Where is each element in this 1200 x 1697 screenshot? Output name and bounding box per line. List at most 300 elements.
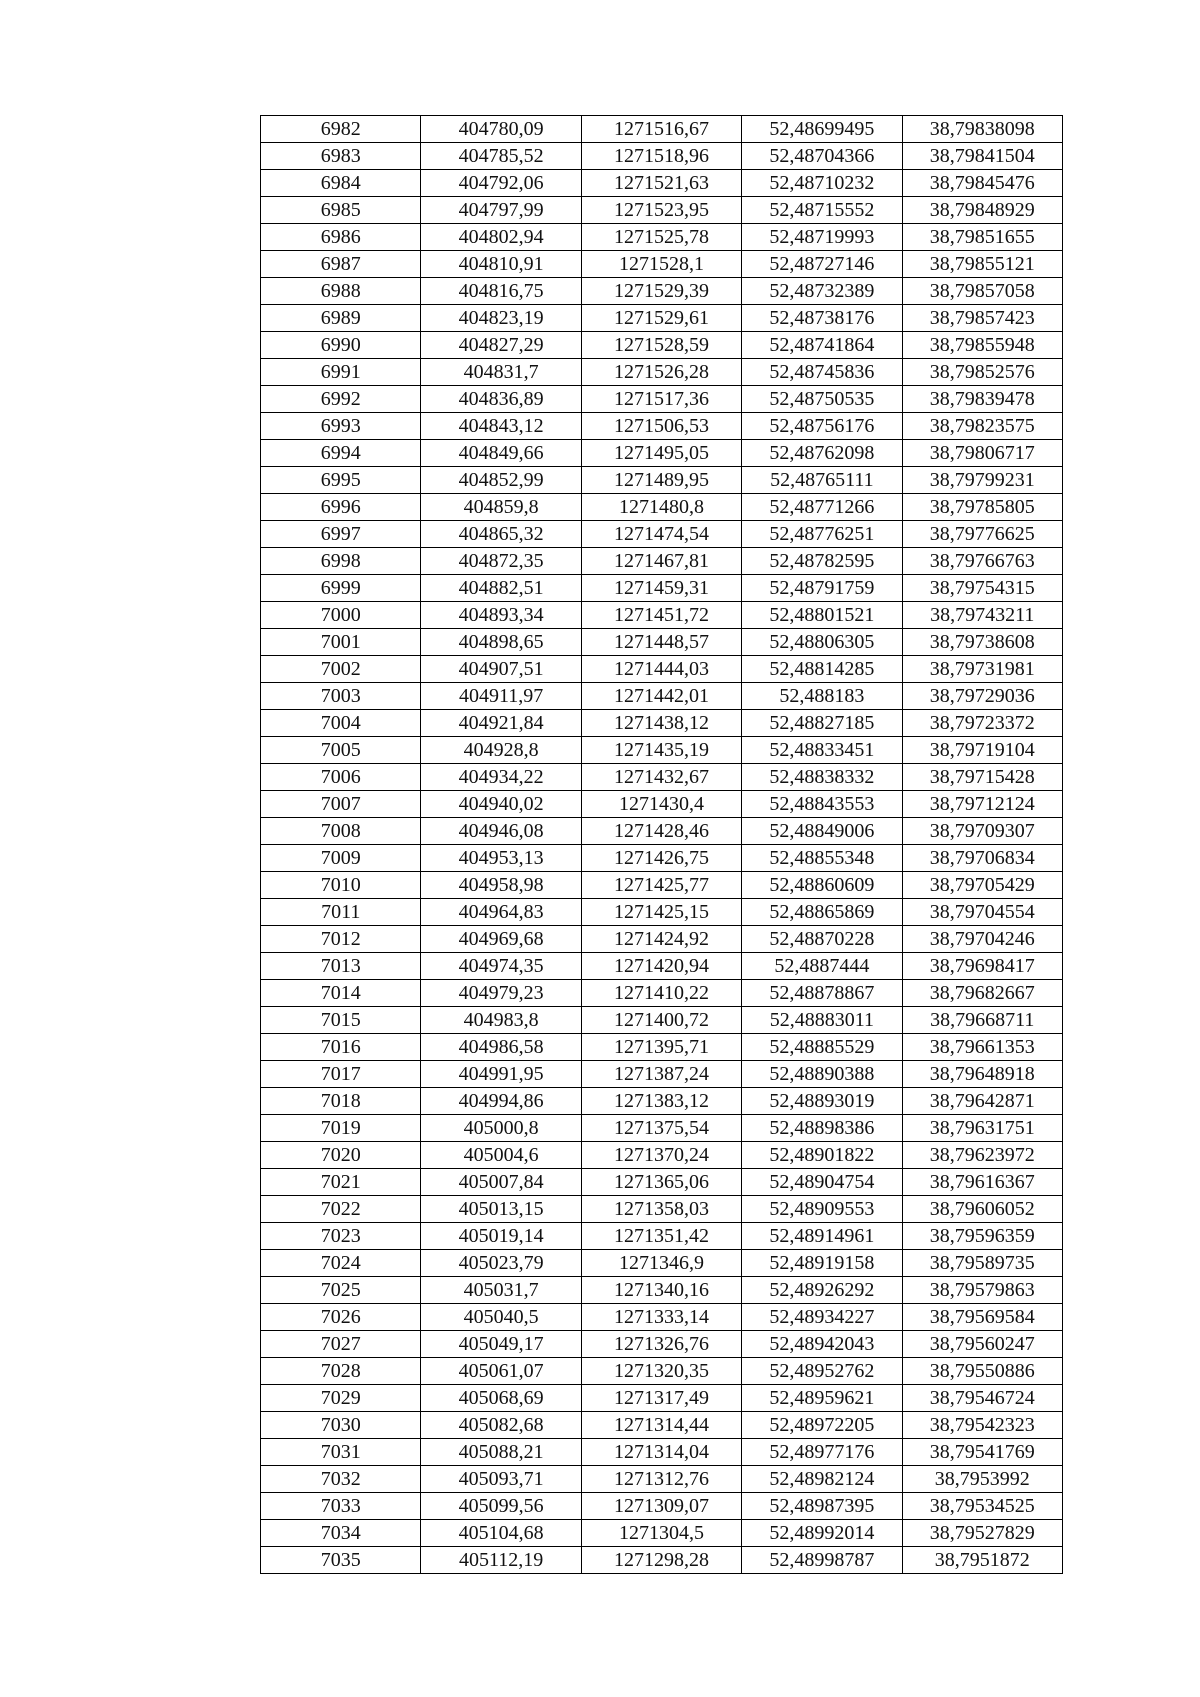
y-coordinate-cell: 1271517,36: [581, 386, 741, 413]
latitude-cell: 52,48890388: [742, 1061, 902, 1088]
latitude-cell: 52,48719993: [742, 224, 902, 251]
x-coordinate-cell: 404946,08: [421, 818, 581, 845]
table-row: [261, 251, 1063, 278]
y-coordinate-cell: 1271459,31: [581, 575, 741, 602]
latitude-cell: 52,48909553: [742, 1196, 902, 1223]
x-coordinate-cell: 405112,19: [421, 1547, 581, 1574]
longitude-cell: 38,79606052: [902, 1196, 1062, 1223]
y-coordinate-cell: 1271529,39: [581, 278, 741, 305]
point-number-cell: 7010: [261, 872, 421, 899]
longitude-cell: 38,79776625: [902, 521, 1062, 548]
table-row: [261, 548, 1063, 575]
x-coordinate-cell: 404816,75: [421, 278, 581, 305]
longitude-cell: 38,79845476: [902, 170, 1062, 197]
y-coordinate-cell: 1271435,19: [581, 737, 741, 764]
table-row: [261, 1331, 1063, 1358]
table-row: [261, 575, 1063, 602]
y-coordinate-cell: 1271526,28: [581, 359, 741, 386]
point-number-cell: 7027: [261, 1331, 421, 1358]
point-number-cell: 6999: [261, 575, 421, 602]
table-row: [261, 953, 1063, 980]
y-coordinate-cell: 1271314,44: [581, 1412, 741, 1439]
latitude-cell: 52,48942043: [742, 1331, 902, 1358]
point-number-cell: 7019: [261, 1115, 421, 1142]
point-number-cell: 7026: [261, 1304, 421, 1331]
table-row: [261, 629, 1063, 656]
latitude-cell: 52,48741864: [742, 332, 902, 359]
latitude-cell: 52,48898386: [742, 1115, 902, 1142]
x-coordinate-cell: 405031,7: [421, 1277, 581, 1304]
point-number-cell: 7005: [261, 737, 421, 764]
longitude-cell: 38,79631751: [902, 1115, 1062, 1142]
x-coordinate-cell: 404865,32: [421, 521, 581, 548]
point-number-cell: 7020: [261, 1142, 421, 1169]
longitude-cell: 38,79569584: [902, 1304, 1062, 1331]
point-number-cell: 7001: [261, 629, 421, 656]
longitude-cell: 38,79851655: [902, 224, 1062, 251]
point-number-cell: 7003: [261, 683, 421, 710]
x-coordinate-cell: 404827,29: [421, 332, 581, 359]
point-number-cell: 6991: [261, 359, 421, 386]
longitude-cell: 38,79743211: [902, 602, 1062, 629]
y-coordinate-cell: 1271442,01: [581, 683, 741, 710]
table-row: [261, 980, 1063, 1007]
point-number-cell: 7000: [261, 602, 421, 629]
point-number-cell: 7029: [261, 1385, 421, 1412]
y-coordinate-cell: 1271467,81: [581, 548, 741, 575]
y-coordinate-cell: 1271320,35: [581, 1358, 741, 1385]
point-number-cell: 6998: [261, 548, 421, 575]
latitude-cell: 52,48865869: [742, 899, 902, 926]
y-coordinate-cell: 1271358,03: [581, 1196, 741, 1223]
longitude-cell: 38,79579863: [902, 1277, 1062, 1304]
latitude-cell: 52,48972205: [742, 1412, 902, 1439]
latitude-cell: 52,48814285: [742, 656, 902, 683]
table-row: [261, 305, 1063, 332]
latitude-cell: 52,48987395: [742, 1493, 902, 1520]
point-number-cell: 6986: [261, 224, 421, 251]
x-coordinate-cell: 405061,07: [421, 1358, 581, 1385]
longitude-cell: 38,79560247: [902, 1331, 1062, 1358]
point-number-cell: 6996: [261, 494, 421, 521]
longitude-cell: 38,79682667: [902, 980, 1062, 1007]
latitude-cell: 52,48926292: [742, 1277, 902, 1304]
latitude-cell: 52,48806305: [742, 629, 902, 656]
longitude-cell: 38,79852576: [902, 359, 1062, 386]
x-coordinate-cell: 405104,68: [421, 1520, 581, 1547]
latitude-cell: 52,48699495: [742, 116, 902, 143]
table-row: [261, 791, 1063, 818]
x-coordinate-cell: 404852,99: [421, 467, 581, 494]
longitude-cell: 38,79731981: [902, 656, 1062, 683]
table-row: [261, 1196, 1063, 1223]
latitude-cell: 52,48885529: [742, 1034, 902, 1061]
y-coordinate-cell: 1271523,95: [581, 197, 741, 224]
longitude-cell: 38,79704246: [902, 926, 1062, 953]
y-coordinate-cell: 1271395,71: [581, 1034, 741, 1061]
x-coordinate-cell: 404979,23: [421, 980, 581, 1007]
table-row: [261, 1412, 1063, 1439]
latitude-cell: 52,48901822: [742, 1142, 902, 1169]
x-coordinate-cell: 405088,21: [421, 1439, 581, 1466]
x-coordinate-cell: 404802,94: [421, 224, 581, 251]
point-number-cell: 7018: [261, 1088, 421, 1115]
x-coordinate-cell: 405093,71: [421, 1466, 581, 1493]
longitude-cell: 38,79698417: [902, 953, 1062, 980]
x-coordinate-cell: 404991,95: [421, 1061, 581, 1088]
latitude-cell: 52,48870228: [742, 926, 902, 953]
point-number-cell: 7033: [261, 1493, 421, 1520]
x-coordinate-cell: 404921,84: [421, 710, 581, 737]
latitude-cell: 52,48919158: [742, 1250, 902, 1277]
longitude-cell: 38,79668711: [902, 1007, 1062, 1034]
x-coordinate-cell: 405068,69: [421, 1385, 581, 1412]
table-row: [261, 278, 1063, 305]
latitude-cell: 52,48838332: [742, 764, 902, 791]
longitude-cell: 38,79857058: [902, 278, 1062, 305]
point-number-cell: 6994: [261, 440, 421, 467]
y-coordinate-cell: 1271375,54: [581, 1115, 741, 1142]
table-row: [261, 494, 1063, 521]
longitude-cell: 38,79857423: [902, 305, 1062, 332]
table-row: [261, 899, 1063, 926]
latitude-cell: 52,48765111: [742, 467, 902, 494]
longitude-cell: 38,79704554: [902, 899, 1062, 926]
point-number-cell: 6984: [261, 170, 421, 197]
point-number-cell: 7017: [261, 1061, 421, 1088]
y-coordinate-cell: 1271304,5: [581, 1520, 741, 1547]
table-row: [261, 656, 1063, 683]
longitude-cell: 38,79589735: [902, 1250, 1062, 1277]
x-coordinate-cell: 404872,35: [421, 548, 581, 575]
table-row: [261, 1520, 1063, 1547]
y-coordinate-cell: 1271521,63: [581, 170, 741, 197]
longitude-cell: 38,79799231: [902, 467, 1062, 494]
longitude-cell: 38,79661353: [902, 1034, 1062, 1061]
table-row: [261, 1493, 1063, 1520]
table-row: [261, 440, 1063, 467]
x-coordinate-cell: 404928,8: [421, 737, 581, 764]
table-row: [261, 386, 1063, 413]
x-coordinate-cell: 404836,89: [421, 386, 581, 413]
latitude-cell: 52,48791759: [742, 575, 902, 602]
x-coordinate-cell: 405049,17: [421, 1331, 581, 1358]
x-coordinate-cell: 404934,22: [421, 764, 581, 791]
y-coordinate-cell: 1271444,03: [581, 656, 741, 683]
latitude-cell: 52,48710232: [742, 170, 902, 197]
latitude-cell: 52,48776251: [742, 521, 902, 548]
table-row: [261, 116, 1063, 143]
x-coordinate-cell: 404907,51: [421, 656, 581, 683]
latitude-cell: 52,48833451: [742, 737, 902, 764]
x-coordinate-cell: 404882,51: [421, 575, 581, 602]
point-number-cell: 6992: [261, 386, 421, 413]
latitude-cell: 52,48982124: [742, 1466, 902, 1493]
table-row: [261, 602, 1063, 629]
y-coordinate-cell: 1271333,14: [581, 1304, 741, 1331]
point-number-cell: 7023: [261, 1223, 421, 1250]
latitude-cell: 52,48727146: [742, 251, 902, 278]
latitude-cell: 52,48855348: [742, 845, 902, 872]
table-row: [261, 1115, 1063, 1142]
point-number-cell: 7035: [261, 1547, 421, 1574]
longitude-cell: 38,79642871: [902, 1088, 1062, 1115]
x-coordinate-cell: 404797,99: [421, 197, 581, 224]
y-coordinate-cell: 1271495,05: [581, 440, 741, 467]
y-coordinate-cell: 1271312,76: [581, 1466, 741, 1493]
longitude-cell: 38,79855948: [902, 332, 1062, 359]
latitude-cell: 52,48934227: [742, 1304, 902, 1331]
longitude-cell: 38,79527829: [902, 1520, 1062, 1547]
y-coordinate-cell: 1271516,67: [581, 116, 741, 143]
x-coordinate-cell: 404859,8: [421, 494, 581, 521]
y-coordinate-cell: 1271528,1: [581, 251, 741, 278]
table-row: [261, 521, 1063, 548]
latitude-cell: 52,48849006: [742, 818, 902, 845]
longitude-cell: 38,79712124: [902, 791, 1062, 818]
longitude-cell: 38,79546724: [902, 1385, 1062, 1412]
table-row: [261, 710, 1063, 737]
longitude-cell: 38,79729036: [902, 683, 1062, 710]
longitude-cell: 38,79838098: [902, 116, 1062, 143]
y-coordinate-cell: 1271506,53: [581, 413, 741, 440]
point-number-cell: 7012: [261, 926, 421, 953]
y-coordinate-cell: 1271309,07: [581, 1493, 741, 1520]
y-coordinate-cell: 1271428,46: [581, 818, 741, 845]
point-number-cell: 6987: [261, 251, 421, 278]
latitude-cell: 52,48745836: [742, 359, 902, 386]
latitude-cell: 52,48843553: [742, 791, 902, 818]
point-number-cell: 7032: [261, 1466, 421, 1493]
longitude-cell: 38,79806717: [902, 440, 1062, 467]
y-coordinate-cell: 1271474,54: [581, 521, 741, 548]
point-number-cell: 7013: [261, 953, 421, 980]
y-coordinate-cell: 1271317,49: [581, 1385, 741, 1412]
point-number-cell: 7006: [261, 764, 421, 791]
table-row: [261, 413, 1063, 440]
table-row: [261, 143, 1063, 170]
latitude-cell: 52,48860609: [742, 872, 902, 899]
latitude-cell: 52,48904754: [742, 1169, 902, 1196]
point-number-cell: 6993: [261, 413, 421, 440]
latitude-cell: 52,48732389: [742, 278, 902, 305]
y-coordinate-cell: 1271424,92: [581, 926, 741, 953]
table-row: [261, 1547, 1063, 1574]
x-coordinate-cell: 404823,19: [421, 305, 581, 332]
x-coordinate-cell: 404986,58: [421, 1034, 581, 1061]
latitude-cell: 52,48893019: [742, 1088, 902, 1115]
latitude-cell: 52,48762098: [742, 440, 902, 467]
x-coordinate-cell: 404958,98: [421, 872, 581, 899]
point-number-cell: 6985: [261, 197, 421, 224]
y-coordinate-cell: 1271298,28: [581, 1547, 741, 1574]
y-coordinate-cell: 1271351,42: [581, 1223, 741, 1250]
y-coordinate-cell: 1271383,12: [581, 1088, 741, 1115]
x-coordinate-cell: 404810,91: [421, 251, 581, 278]
x-coordinate-cell: 404831,7: [421, 359, 581, 386]
longitude-cell: 38,79542323: [902, 1412, 1062, 1439]
y-coordinate-cell: 1271432,67: [581, 764, 741, 791]
latitude-cell: 52,48959621: [742, 1385, 902, 1412]
table-row: [261, 764, 1063, 791]
point-number-cell: 6989: [261, 305, 421, 332]
point-number-cell: 7004: [261, 710, 421, 737]
latitude-cell: 52,48878867: [742, 980, 902, 1007]
table-row: [261, 170, 1063, 197]
y-coordinate-cell: 1271528,59: [581, 332, 741, 359]
latitude-cell: 52,488183: [742, 683, 902, 710]
point-number-cell: 7015: [261, 1007, 421, 1034]
point-number-cell: 7025: [261, 1277, 421, 1304]
x-coordinate-cell: 405013,15: [421, 1196, 581, 1223]
table-row: [261, 197, 1063, 224]
point-number-cell: 7014: [261, 980, 421, 1007]
longitude-cell: 38,79709307: [902, 818, 1062, 845]
table-row: [261, 1466, 1063, 1493]
table-row: [261, 1007, 1063, 1034]
table-row: [261, 1277, 1063, 1304]
longitude-cell: 38,79766763: [902, 548, 1062, 575]
x-coordinate-cell: 404792,06: [421, 170, 581, 197]
y-coordinate-cell: 1271489,95: [581, 467, 741, 494]
x-coordinate-cell: 405023,79: [421, 1250, 581, 1277]
latitude-cell: 52,48756176: [742, 413, 902, 440]
coordinates-table-body: [261, 116, 1063, 1574]
x-coordinate-cell: 404849,66: [421, 440, 581, 467]
latitude-cell: 52,48992014: [742, 1520, 902, 1547]
y-coordinate-cell: 1271425,15: [581, 899, 741, 926]
y-coordinate-cell: 1271451,72: [581, 602, 741, 629]
latitude-cell: 52,48738176: [742, 305, 902, 332]
longitude-cell: 38,79754315: [902, 575, 1062, 602]
y-coordinate-cell: 1271480,8: [581, 494, 741, 521]
x-coordinate-cell: 405019,14: [421, 1223, 581, 1250]
x-coordinate-cell: 404843,12: [421, 413, 581, 440]
latitude-cell: 52,48771266: [742, 494, 902, 521]
latitude-cell: 52,48883011: [742, 1007, 902, 1034]
table-row: [261, 926, 1063, 953]
y-coordinate-cell: 1271518,96: [581, 143, 741, 170]
x-coordinate-cell: 404898,65: [421, 629, 581, 656]
y-coordinate-cell: 1271370,24: [581, 1142, 741, 1169]
x-coordinate-cell: 405004,6: [421, 1142, 581, 1169]
point-number-cell: 7002: [261, 656, 421, 683]
y-coordinate-cell: 1271314,04: [581, 1439, 741, 1466]
latitude-cell: 52,4887444: [742, 953, 902, 980]
point-number-cell: 7007: [261, 791, 421, 818]
coordinates-table: [260, 115, 1063, 1574]
longitude-cell: 38,79706834: [902, 845, 1062, 872]
table-row: [261, 359, 1063, 386]
y-coordinate-cell: 1271430,4: [581, 791, 741, 818]
table-row: [261, 737, 1063, 764]
longitude-cell: 38,79719104: [902, 737, 1062, 764]
longitude-cell: 38,79705429: [902, 872, 1062, 899]
longitude-cell: 38,79534525: [902, 1493, 1062, 1520]
point-number-cell: 7016: [261, 1034, 421, 1061]
longitude-cell: 38,7951872: [902, 1547, 1062, 1574]
latitude-cell: 52,48715552: [742, 197, 902, 224]
table-row: [261, 332, 1063, 359]
x-coordinate-cell: 405082,68: [421, 1412, 581, 1439]
table-row: [261, 1061, 1063, 1088]
table-row: [261, 1304, 1063, 1331]
point-number-cell: 7028: [261, 1358, 421, 1385]
longitude-cell: 38,79839478: [902, 386, 1062, 413]
latitude-cell: 52,48914961: [742, 1223, 902, 1250]
longitude-cell: 38,79785805: [902, 494, 1062, 521]
point-number-cell: 7024: [261, 1250, 421, 1277]
latitude-cell: 52,48704366: [742, 143, 902, 170]
latitude-cell: 52,48952762: [742, 1358, 902, 1385]
longitude-cell: 38,79848929: [902, 197, 1062, 224]
table-row: [261, 1142, 1063, 1169]
y-coordinate-cell: 1271525,78: [581, 224, 741, 251]
table-row: [261, 1385, 1063, 1412]
y-coordinate-cell: 1271346,9: [581, 1250, 741, 1277]
x-coordinate-cell: 404911,97: [421, 683, 581, 710]
table-row: [261, 467, 1063, 494]
x-coordinate-cell: 405040,5: [421, 1304, 581, 1331]
point-number-cell: 6988: [261, 278, 421, 305]
y-coordinate-cell: 1271365,06: [581, 1169, 741, 1196]
latitude-cell: 52,48782595: [742, 548, 902, 575]
point-number-cell: 6990: [261, 332, 421, 359]
latitude-cell: 52,48827185: [742, 710, 902, 737]
table-row: [261, 872, 1063, 899]
y-coordinate-cell: 1271426,75: [581, 845, 741, 872]
point-number-cell: 6982: [261, 116, 421, 143]
x-coordinate-cell: 404983,8: [421, 1007, 581, 1034]
table-row: [261, 683, 1063, 710]
x-coordinate-cell: 405000,8: [421, 1115, 581, 1142]
latitude-cell: 52,48801521: [742, 602, 902, 629]
y-coordinate-cell: 1271438,12: [581, 710, 741, 737]
longitude-cell: 38,79616367: [902, 1169, 1062, 1196]
point-number-cell: 6995: [261, 467, 421, 494]
x-coordinate-cell: 404785,52: [421, 143, 581, 170]
point-number-cell: 7030: [261, 1412, 421, 1439]
x-coordinate-cell: 404893,34: [421, 602, 581, 629]
table-row: [261, 1250, 1063, 1277]
x-coordinate-cell: 404780,09: [421, 116, 581, 143]
table-row: [261, 1223, 1063, 1250]
y-coordinate-cell: 1271410,22: [581, 980, 741, 1007]
x-coordinate-cell: 405099,56: [421, 1493, 581, 1520]
table-row: [261, 818, 1063, 845]
point-number-cell: 7008: [261, 818, 421, 845]
y-coordinate-cell: 1271425,77: [581, 872, 741, 899]
table-row: [261, 845, 1063, 872]
latitude-cell: 52,48998787: [742, 1547, 902, 1574]
x-coordinate-cell: 405007,84: [421, 1169, 581, 1196]
table-row: [261, 1358, 1063, 1385]
point-number-cell: 7034: [261, 1520, 421, 1547]
table-row: [261, 224, 1063, 251]
y-coordinate-cell: 1271387,24: [581, 1061, 741, 1088]
longitude-cell: 38,79823575: [902, 413, 1062, 440]
point-number-cell: 7021: [261, 1169, 421, 1196]
point-number-cell: 6997: [261, 521, 421, 548]
point-number-cell: 7022: [261, 1196, 421, 1223]
table-row: [261, 1034, 1063, 1061]
table-row: [261, 1088, 1063, 1115]
longitude-cell: 38,79841504: [902, 143, 1062, 170]
y-coordinate-cell: 1271326,76: [581, 1331, 741, 1358]
longitude-cell: 38,79648918: [902, 1061, 1062, 1088]
y-coordinate-cell: 1271420,94: [581, 953, 741, 980]
table-row: [261, 1439, 1063, 1466]
